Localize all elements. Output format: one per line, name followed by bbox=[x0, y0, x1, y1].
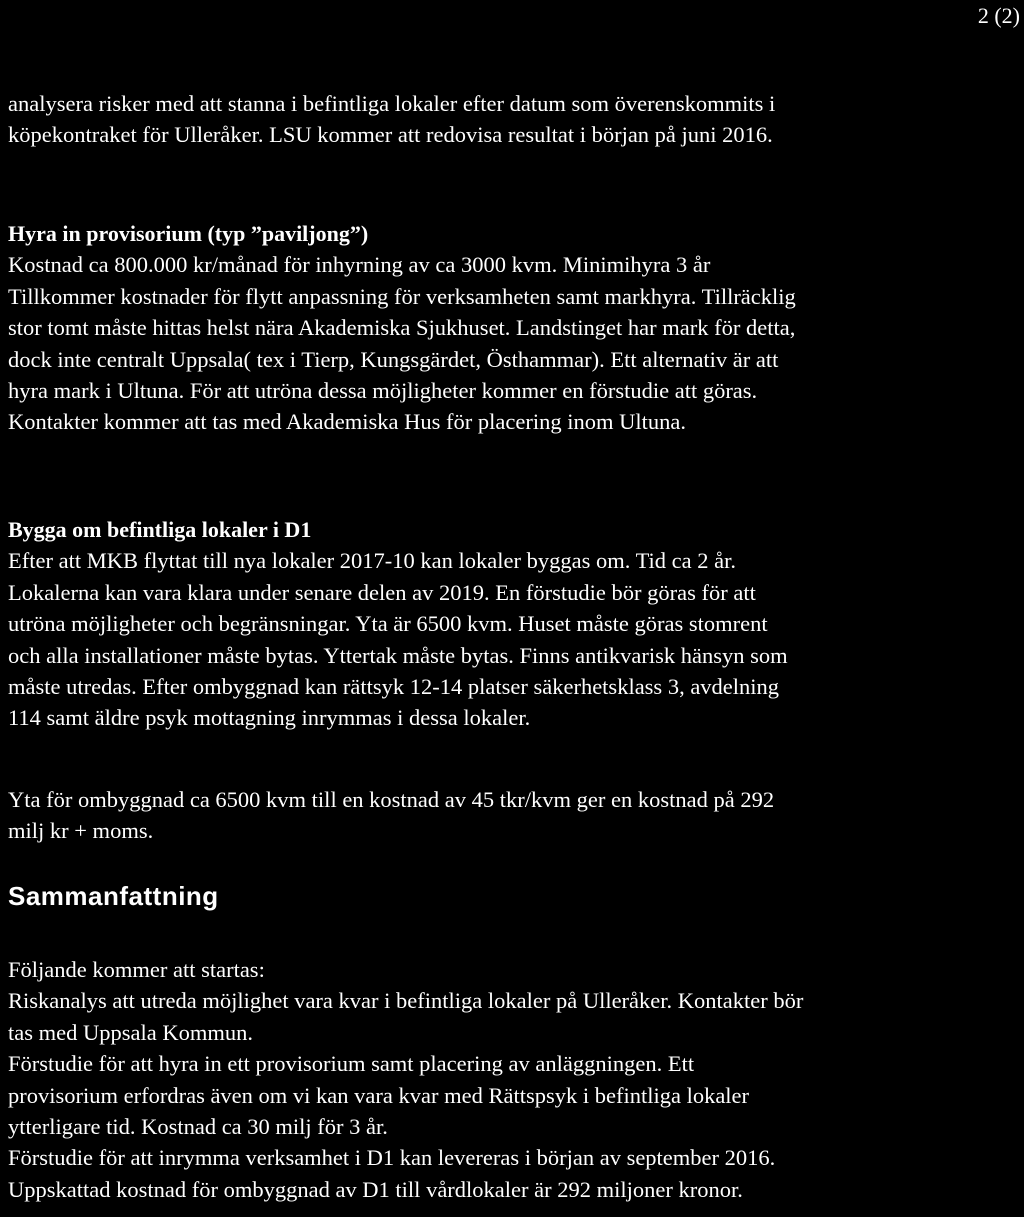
text-line: Kostnad ca 800.000 kr/månad för inhyrning av ca 3000 kvm. Minimihyra 3 år bbox=[8, 252, 711, 278]
ombyggnad-heading: Bygga om befintliga lokaler i D1 bbox=[8, 517, 312, 542]
page-number: 2 (2) bbox=[977, 3, 1020, 28]
provisorium-paragraph bbox=[8, 249, 1016, 437]
text-line: dock inte centralt Uppsala( tex i Tierp, Kungsgärdet, Östhammar). Ett alternativ är att bbox=[8, 346, 779, 372]
text-line: milj kr + moms. bbox=[8, 818, 154, 844]
text-line: hyra mark i Ultuna. För att utröna dessa möjligheter kommer en förstudie att göras. bbox=[8, 378, 758, 404]
text-line: Efter att MKB flyttat till nya lokaler 2017-10 kan lokaler byggas om. Tid ca 2 år. bbox=[8, 548, 736, 574]
text-line: analysera risker med att stanna i befintliga lokaler efter datum som överenskommits i bbox=[8, 91, 776, 116]
text-line: måste utredas. Efter ombyggnad kan rättsyk 12-14 platser säkerhetsklass 3, avdelning bbox=[8, 674, 780, 700]
text-line: Lokalerna kan vara klara under senare delen av 2019. En förstudie bör göras för att bbox=[8, 579, 756, 605]
text-line: ytterligare tid. Kostnad ca 30 milj för 3 år. bbox=[8, 1114, 388, 1140]
text-line: Uppskattad kostnad för ombyggnad av D1 till vårdlokaler är 292 miljoner kronor. bbox=[8, 1176, 743, 1202]
text-line: 114 samt äldre psyk mottagning inrymmas i dessa lokaler. bbox=[8, 705, 531, 731]
ombyggnad-paragraph bbox=[8, 545, 1016, 733]
text-line: Riskanalys att utreda möjlighet vara kvar i befintliga lokaler på Ulleråker. Kontakter bör bbox=[8, 988, 804, 1014]
text-line: Yta för ombyggnad ca 6500 kvm till en kostnad av 45 tkr/kvm ger en kostnad på 292 bbox=[8, 787, 775, 812]
text-line: köpekontraket för Ulleråker. LSU kommer att redovisa resultat i början på juni 2016. bbox=[8, 122, 773, 148]
provisorium-heading: Hyra in provisorium (typ ”paviljong”) bbox=[8, 221, 369, 246]
text-line: utröna möjligheter och begränsningar. Yta är 6500 kvm. Huset måste göras stomrent bbox=[8, 611, 768, 637]
text-line: provisorium erfordras även om vi kan vara kvar med Rättspsyk i befintliga lokaler bbox=[8, 1082, 750, 1108]
ombyggnad-section bbox=[8, 514, 1016, 734]
sammanfattning-section bbox=[8, 954, 1016, 1205]
ombyggnad-cost bbox=[8, 784, 1016, 847]
text-line: tas med Uppsala Kommun. bbox=[8, 1019, 253, 1045]
intro-paragraph bbox=[8, 88, 1016, 151]
text-line: Förstudie för att hyra in ett provisorium samt placering av anläggningen. Ett bbox=[8, 1051, 695, 1077]
text-line: och alla installationer måste bytas. Yttertak måste bytas. Finns antikvarisk hänsyn som bbox=[8, 642, 788, 668]
provisorium-section bbox=[8, 218, 1016, 438]
text-line: stor tomt måste hittas helst nära Akademiska Sjukhuset. Landstinget har mark för detta, bbox=[8, 315, 796, 341]
text-line: Tillkommer kostnader för flytt anpassning för verksamheten samt markhyra. Tillräcklig bbox=[8, 283, 796, 309]
text-line: Följande kommer att startas: bbox=[8, 957, 265, 982]
text-line: Kontakter kommer att tas med Akademiska Hus för placering inom Ultuna. bbox=[8, 409, 686, 435]
sammanfattning-heading: Sammanfattning bbox=[8, 881, 219, 911]
text-line: Förstudie för att inrymma verksamhet i D1 kan levereras i början av september 2016. bbox=[8, 1145, 776, 1171]
